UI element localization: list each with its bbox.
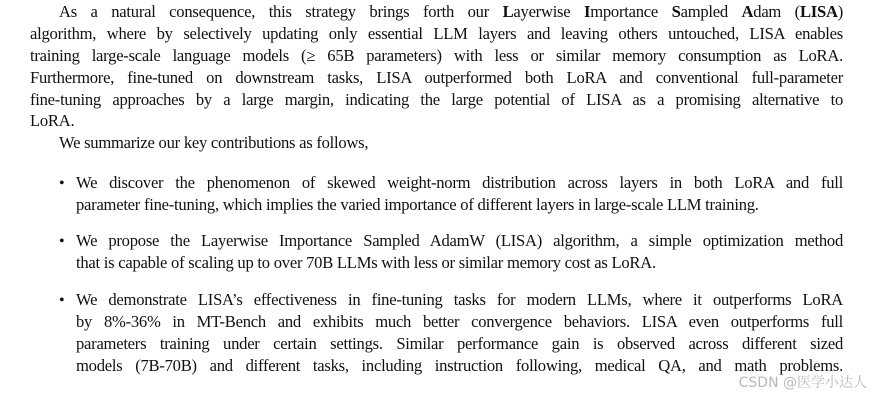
bold-letter: A [741,2,754,21]
bold-letter: I [583,2,591,21]
bold-letter: S [671,2,681,21]
text: ayerwise [513,2,584,21]
watermark: CSDN @医学小达人 [738,375,867,391]
lisa-bold: LISA [799,2,838,21]
text: ) [837,2,843,21]
para1-line: training large-scale language models (≥ 65B parameters) with less or similar memory consumption as LoRA. [30,46,843,65]
bullet-icon: • [59,175,65,192]
para2: We summarize our key contributions as follows, [59,133,369,152]
para1-line: algorithm, where by selectively updating only essential LLM layers and leaving others untouched, LISA enables [30,24,843,43]
bullet-line: We propose the Layerwise Importance Sampled AdamW (LISA) algorithm, a simple optimization method [76,231,843,250]
bullet-line: that is capable of scaling up to over 70B LLMs with less or similar memory cost as LoRA. [76,253,656,272]
text: ampled [680,2,742,21]
bullet-line: We demonstrate LISA’s effectiveness in fine-tuning tasks for modern LLMs, where it outperforms LoRA [76,290,843,309]
para1-line1 [59,2,843,22]
bold-letter: L [502,2,514,21]
bullet-line: parameters training under certain settings. Similar performance gain is observed across different sized [76,334,843,353]
bullet-line: parameter fine-tuning, which implies the varied importance of different layers in large-scale LLM training. [76,195,759,214]
bullet-line: We discover the phenomenon of skewed weight-norm distribution across layers in both LoRA and full [76,173,843,192]
para1-line: LoRA. [30,111,75,130]
bullet-line: models (7B-70B) and different tasks, including instruction following, medical QA, and math problems. [76,356,843,375]
text: As a natural consequence, this strategy brings forth our [59,2,503,21]
bullet-icon: • [59,233,65,250]
bullet-line: by 8%-36% in MT-Bench and exhibits much better convergence behaviors. LISA even outperforms full [76,312,843,331]
bullet-icon: • [59,292,65,309]
text: mportance [590,2,672,21]
text: dam ( [753,2,800,21]
para1-line: Furthermore, fine-tuned on downstream tasks, LISA outperformed both LoRA and conventional full-parameter [30,68,843,87]
para1-line: fine-tuning approaches by a large margin, indicating the large potential of LISA as a promising alternative to [30,90,843,109]
